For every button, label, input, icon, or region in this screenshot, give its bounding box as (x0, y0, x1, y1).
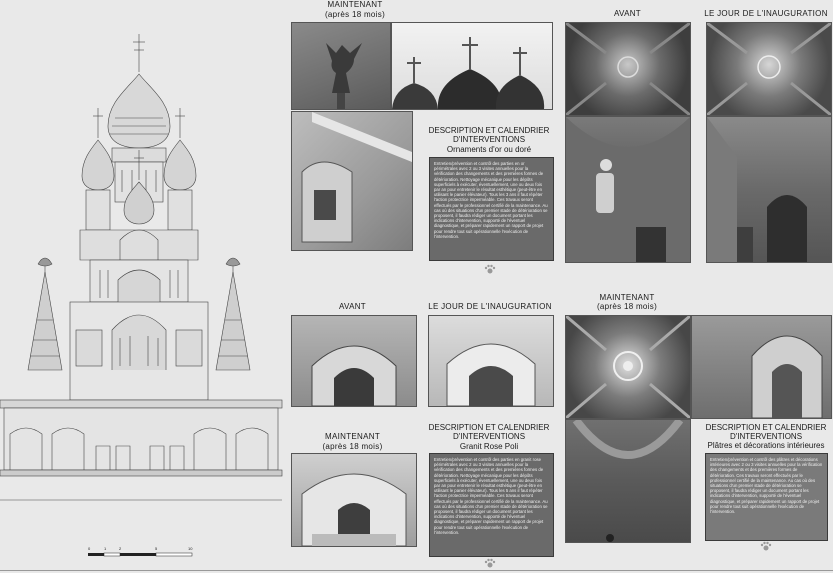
photo-portal-jour (428, 315, 554, 407)
paw-icon (484, 558, 496, 568)
photo-ceiling-jour-top (706, 22, 832, 116)
caption-avant-mid: AVANT (339, 302, 366, 311)
photo-portal-avant (291, 315, 417, 407)
scale-bar (86, 545, 196, 561)
photo-ceiling-maintenant (565, 315, 691, 419)
photo-arch-maintenant (691, 315, 832, 419)
block3-text: Entretien/prévention et contrôl des plâtres et décorations intérieures avec 2 ou 3 visites annuelles pour la vérification des changements et des premières formes de détérioration. Ces travaux seront effectués par le professionnel certifié de la maintenance. Au cas où des situations d'un premier stade de détérioration se proposent, il faudra rédiger un document portant les indications d'intervention, supporté de l'éventuel diagnostique, et préparer rapidement un rapport de projet pour rendre tout suit opérationnelle l'exécution de l'intervention. (705, 453, 828, 541)
block1-text: Entretien/prévention et contrôl des parties en or périmétrales avec 2 ou 3 visites annuelles pour la vérification des changements et des premières formes de détérioration. Nettoyage mécanique pour les dépôts superficiels à exécuter, éventuellement, une ou deux fois par an pour entretenir le résultat esthétique (peut-être en utilisant le panier élévateur). Tous les 3 ans il faut répéter l'action protectrice imperméable. Ces travaux seront effectués par le professionnel certifié de la maintenance. Au cas où des situations d'un premier stade de détérioration se proposent, il faudra rédiger un document portant les indications d'intervention, supporté de l'éventuel diagnostique, et préparer rapidement un rapport de projet pour rendre tout suit opérationnelle l'exécution de l'intervention. (429, 157, 554, 261)
scale-label-10: 10 (188, 546, 193, 551)
scale-label-0: 0 (88, 546, 91, 551)
photo-golden-domes (391, 22, 553, 110)
caption-avant-top: AVANT (614, 9, 641, 18)
scale-label-2: 2 (119, 546, 122, 551)
caption-maintenant-mid: MAINTENANT (599, 293, 655, 302)
photo-ceiling-lower (565, 419, 691, 543)
block1-title2: D'INTERVENTIONS (452, 135, 526, 144)
block1-subtitle: Ornaments d'or ou doré (446, 145, 532, 154)
caption-maintenant-top-sub: (après 18 mois) (324, 10, 386, 19)
photo-portal-maintenant (291, 453, 417, 547)
scale-label-5: 5 (155, 546, 158, 551)
photo-ceiling-avant-top (565, 22, 691, 116)
bottom-divider (0, 570, 833, 571)
photo-ornament-facade (291, 111, 413, 251)
block2-subtitle: Granit Rose Poli (459, 442, 519, 451)
caption-maintenant-mid-sub: (après 18 mois) (596, 302, 658, 311)
block3-title2: D'INTERVENTIONS (729, 432, 803, 441)
church-elevation-drawing (0, 30, 285, 510)
caption-maintenant-top: MAINTENANT (327, 0, 383, 9)
block2-text: Entretien/prévention et contrôl des parties en granit rose périmétrales avec 2 ou 3 visites annuelles pour la vérification des changements et des premières formes de détérioration. Nettoyage mécanique pour les dépôts superficiels à exécuter, éventuellement, une ou deux fois par an pour entretenir le résultat esthétique (peut-être en utilisant le panier élévateur). Tous les 5 ans il faut répéter l'action protectrice imperméable. Ces travaux seront effectués par le professionnel certifié de la maintenance. Au cas où des situations d'un premier stade de détérioration se proposent, il faudra rédiger un document portant les indications d'intervention, supporté de l'éventuel diagnostique, et préparer rapidement un rapport de projet pour rendre tout suit opérationnelle l'exécution de l'intervention. (429, 453, 554, 557)
paw-icon (760, 541, 772, 551)
block3-title: DESCRIPTION ET CALENDRIER (705, 423, 827, 432)
photo-interior-jour (706, 116, 832, 263)
caption-jour-mid: LE JOUR DE L'INAUGURATION (428, 302, 552, 311)
caption-jour-top: LE JOUR DE L'INAUGURATION (704, 9, 828, 18)
caption-maintenant-left: MAINTENANT (325, 432, 380, 441)
block2-title2: D'INTERVENTIONS (452, 432, 526, 441)
scale-label-1: 1 (104, 546, 107, 551)
paw-icon (484, 264, 496, 274)
photo-eagle-ornament (291, 22, 391, 110)
block2-title: DESCRIPTION ET CALENDRIER (428, 423, 550, 432)
block1-title: DESCRIPTION ET CALENDRIER (428, 126, 550, 135)
caption-maintenant-left-sub: (après 18 mois) (322, 442, 383, 451)
photo-interior-avant (565, 116, 691, 263)
block3-subtitle: Plâtres et décorations intérieures (707, 441, 825, 450)
